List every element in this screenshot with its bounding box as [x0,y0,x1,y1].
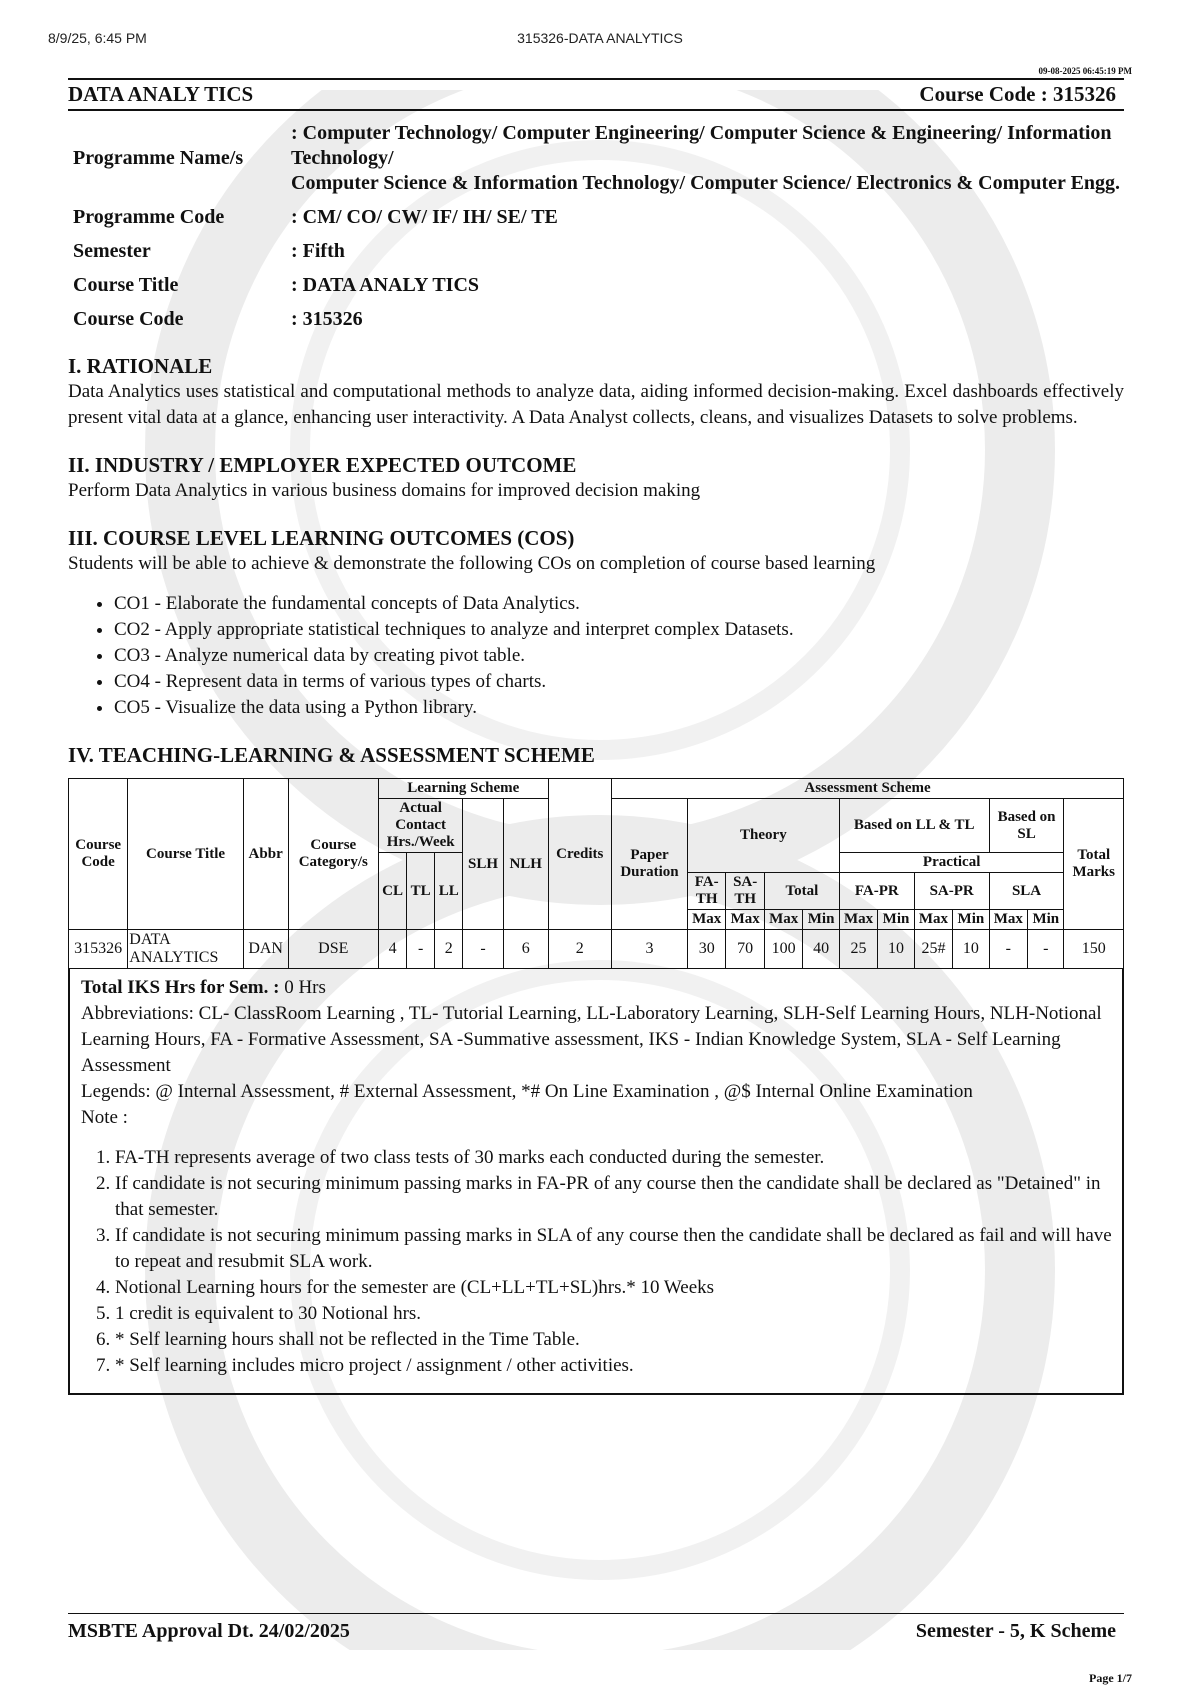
info-row-title [68,273,1124,298]
cell-total-min: 40 [803,930,839,969]
cell-total-marks: 150 [1064,930,1124,969]
course-info [68,121,1124,332]
cell-total-max: 100 [764,930,802,969]
cell-tl: - [407,930,435,969]
list-item: 7. * Self learning includes micro project / assignment / other activities. [115,1353,1112,1379]
th-max: Max [839,910,877,930]
cell-course-title: DATA ANALYTICS [128,930,243,969]
th-max: Max [726,910,764,930]
info-row-semester [68,239,1124,264]
notes-list [81,1145,1112,1379]
cos-heading: III. COURSE LEVEL LEARNING OUTCOMES (COS) [68,526,575,550]
th-max: Max [914,910,952,930]
page-footer [68,1613,1124,1643]
th-max: Max [687,910,725,930]
info-row-programme [68,121,1124,196]
th-based-ll: Based on LL & TL [839,799,989,853]
table-row [69,930,1124,969]
th-min: Min [953,910,989,930]
notes-box [68,969,1124,1395]
course-title-value: : DATA ANALY TICS [291,274,480,296]
th-category: Course Category/s [288,779,379,930]
industry-text: Perform Data Analytics in various business domains for improved decision making [68,480,701,501]
th-course-code: Course Code [69,779,128,930]
list-item: • CO4 - Represent data in terms of various types of charts. [114,669,1124,695]
th-sla: SLA [989,873,1064,910]
iks-hours [81,975,1112,1001]
programme-label: Programme Name/s [73,147,244,169]
th-total: Total [764,873,839,910]
cell-sa-pr-max: 25# [914,930,952,969]
scheme-heading: IV. TEACHING-LEARNING & ASSESSMENT SCHEME [68,743,595,767]
legends-text: Legends: @ Internal Assessment, # External Assessment, *# On Line Examination , @$ Internal Online Examination [81,1081,973,1102]
th-cl: CL [379,853,407,930]
list-item: • CO5 - Visualize the data using a Python library. [114,695,1124,721]
list-item: 6. * Self learning hours shall not be reflected in the Time Table. [115,1327,1112,1353]
cell-ll: 2 [435,930,463,969]
programme-value-line2: Computer Science & Information Technology/ Computer Science/ Electronics & Computer Engg. [291,172,1121,194]
cell-cl: 4 [379,930,407,969]
industry-heading: II. INDUSTRY / EMPLOYER EXPECTED OUTCOME [68,453,577,477]
th-based-sl: Based on SL [989,799,1064,853]
programme-value-line1: : Computer Technology/ Computer Engineering/ Computer Science & Engineering/ Information Technology/ [291,122,1112,169]
th-paper-duration: Paper Duration [612,799,688,930]
th-course-title: Course Title [128,779,243,930]
th-max: Max [989,910,1027,930]
cell-sa-th-max: 70 [726,930,764,969]
semester-value: : Fifth [291,240,345,262]
th-assessment-scheme: Assessment Scheme [612,779,1124,799]
programme-code-label: Programme Code [73,206,225,228]
cos-list [68,591,1124,721]
course-name-title: DATA ANALY TICS [68,82,254,106]
cell-fa-pr-max: 25 [839,930,877,969]
info-row-code [68,205,1124,230]
th-min: Min [878,910,914,930]
th-min: Min [803,910,839,930]
course-code-value: : 315326 [291,308,363,330]
semester-scheme: Semester - 5, K Scheme [915,1620,1116,1642]
cell-sla-max: - [989,930,1027,969]
approval-date: MSBTE Approval Dt. 24/02/2025 [68,1620,350,1642]
th-sa-pr: SA-PR [914,873,989,910]
iks-label: Total IKS Hrs for Sem. : [81,977,280,998]
note-label: Note : [81,1107,128,1128]
course-code-label: Course Code [73,308,184,330]
th-min: Min [1028,910,1064,930]
th-actual-contact: Actual Contact Hrs./Week [379,799,463,853]
print-datetime: 8/9/25, 6:45 PM [48,30,147,46]
rationale-heading: I. RATIONALE [68,354,213,378]
scheme-table [68,778,1124,969]
cell-course-code: 315326 [69,930,128,969]
th-tl: TL [407,853,435,930]
th-learning-scheme: Learning Scheme [379,779,549,799]
th-abbr: Abbr [243,779,288,930]
th-max: Max [764,910,802,930]
cell-nlh: 6 [503,930,548,969]
list-item: • CO3 - Analyze numerical data by creating pivot table. [114,643,1124,669]
list-item: 4. Notional Learning hours for the semester are (CL+LL+TL+SL)hrs.* 10 Weeks [115,1275,1112,1301]
course-title-label: Course Title [73,274,179,296]
print-doc-title: 315326-DATA ANALYTICS [517,30,683,46]
th-ll: LL [435,853,463,930]
cell-sa-pr-min: 10 [953,930,989,969]
title-bar [68,78,1124,111]
cell-abbr: DAN [243,930,288,969]
list-item: 2. If candidate is not securing minimum passing marks in FA-PR of any course then the candidate shall be declared as "Detained" in that semester. [115,1171,1112,1223]
list-item: • CO1 - Elaborate the fundamental concepts of Data Analytics. [114,591,1124,617]
iks-value: 0 Hrs [279,977,326,998]
cell-paper-duration: 3 [612,930,688,969]
course-code-title: Course Code : 315326 [919,82,1116,106]
th-theory: Theory [687,799,839,873]
th-sa-th: SA-TH [726,873,764,910]
info-row-course-code [68,307,1124,332]
th-total-marks: Total Marks [1064,799,1124,930]
cell-slh: - [463,930,504,969]
th-credits: Credits [548,779,611,930]
th-fa-th: FA-TH [687,873,725,910]
generated-timestamp: 09-08-2025 06:45:19 PM [1038,66,1132,76]
th-fa-pr: FA-PR [839,873,914,910]
abbreviations-text: Abbreviations: CL- ClassRoom Learning , TL- Tutorial Learning, LL-Laboratory Learning, SLH-Self Learning Hours, NLH-Notional Learning Hours, FA - Formative Assessment, SA -Summative assessment, IKS - Indian Knowledge System, SLA - Self Learning Assessment [81,1003,1102,1076]
page-number: Page 1/7 [1089,1671,1132,1685]
cell-sla-min: - [1028,930,1064,969]
list-item: 3. If candidate is not securing minimum passing marks in SLA of any course then the candidate shall be declared as fail and will have to repeat and resubmit SLA work. [115,1223,1112,1275]
cell-fa-th-max: 30 [687,930,725,969]
th-practical: Practical [839,853,1064,873]
rationale-text: Data Analytics uses statistical and computational methods to analyze data, aiding informed decision-making. Excel dashboards effectively present vital data at a glance, enhancing user interactivity. A Data Analyst collects, cleans, and visualizes Datasets to solve problems. [68,381,1124,428]
cell-credits: 2 [548,930,611,969]
th-nlh: NLH [503,799,548,930]
cos-intro: Students will be able to achieve & demonstrate the following COs on completion of course based learning [68,553,876,574]
cell-fa-pr-min: 10 [878,930,914,969]
programme-code-value: : CM/ CO/ CW/ IF/ IH/ SE/ TE [291,206,558,228]
th-slh: SLH [463,799,504,930]
list-item: • CO2 - Apply appropriate statistical techniques to analyze and interpret complex Datasets. [114,617,1124,643]
list-item: 1. FA-TH represents average of two class tests of 30 marks each conducted during the semester. [115,1145,1112,1171]
semester-label: Semester [73,240,151,262]
cell-category: DSE [288,930,379,969]
list-item: 5. 1 credit is equivalent to 30 Notional hrs. [115,1301,1112,1327]
